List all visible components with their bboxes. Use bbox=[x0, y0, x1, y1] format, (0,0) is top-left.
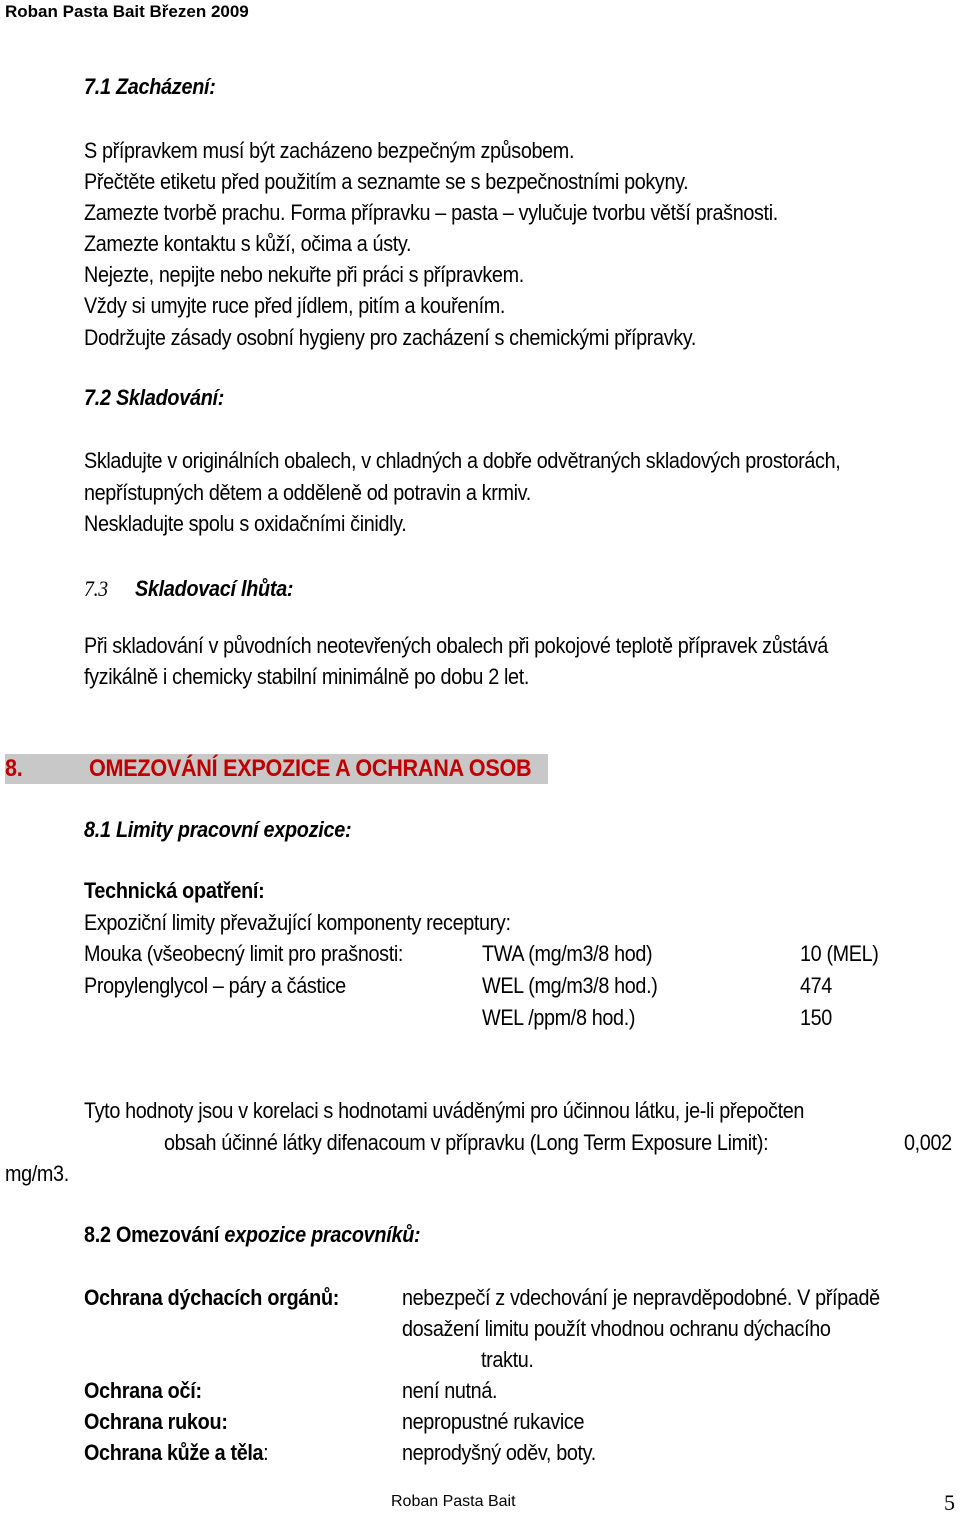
limit-row-name: Propylenglycol – páry a částice bbox=[84, 973, 346, 998]
section-8-title: OMEZOVÁNÍ EXPOZICE A OCHRANA OSOB bbox=[89, 755, 532, 782]
technical-measures-heading: Technická opatření: bbox=[84, 878, 265, 903]
page-number: 5 bbox=[944, 1490, 955, 1515]
section-7-3-title: Skladovací lhůta: bbox=[135, 576, 294, 601]
section-7-2-title: 7.2 Skladování: bbox=[84, 385, 225, 410]
limit-row-value: 474 bbox=[800, 973, 832, 998]
limit-row-value: 10 (MEL) bbox=[800, 941, 879, 966]
page-footer: Roban Pasta Bait bbox=[391, 1493, 516, 1510]
s71-line: Zamezte tvorbě prachu. Forma přípravku – pasta – vylučuje tvorbu větší prašnosti. bbox=[84, 200, 778, 225]
limit-row-unit: WEL /ppm/8 hod.) bbox=[482, 1005, 636, 1030]
section-8-number: 8. bbox=[5, 755, 23, 782]
s73-line: fyzikálně i chemicky stabilní minimálně po dobu 2 let. bbox=[84, 664, 529, 689]
respiratory-protection-text: nebezpečí z vdechování je nepravděpodobné. V případě bbox=[402, 1285, 880, 1310]
section-7-3-number: 7.3 bbox=[84, 576, 108, 601]
page-header: Roban Pasta Bait Březen 2009 bbox=[5, 2, 249, 21]
skin-protection-text: neprodyšný oděv, boty. bbox=[402, 1440, 596, 1465]
limit-row-unit: WEL (mg/m3/8 hod.) bbox=[482, 973, 658, 998]
section-8-2-title: 8.2 Omezování expozice pracovníků: bbox=[84, 1222, 421, 1247]
eye-protection-text: není nutná. bbox=[402, 1378, 498, 1403]
hand-protection-label: Ochrana rukou: bbox=[84, 1409, 228, 1434]
s71-line: Zamezte kontaktu s kůží, očima a ústy. bbox=[84, 231, 412, 256]
s71-line: Dodržujte zásady osobní hygieny pro zacházení s chemickými přípravky. bbox=[84, 325, 696, 350]
correlation-note-line2: obsah účinné látky difenacoum v přípravku (Long Term Exposure Limit): bbox=[164, 1130, 769, 1155]
s71-line: S přípravkem musí být zacházeno bezpečným způsobem. bbox=[84, 138, 575, 163]
s71-line: Nejezte, nepijte nebo nekuřte při práci s přípravkem. bbox=[84, 262, 524, 287]
s72-line: nepřístupných dětem a odděleně od potravin a krmiv. bbox=[84, 480, 531, 505]
s71-line: Vždy si umyjte ruce před jídlem, pitím a kouřením. bbox=[84, 293, 506, 318]
limit-row-value: 150 bbox=[800, 1005, 832, 1030]
hand-protection-text: nepropustné rukavice bbox=[402, 1409, 585, 1434]
s73-line: Při skladování v původních neotevřených obalech při pokojové teplotě přípravek zůstává bbox=[84, 633, 828, 658]
correlation-note-line1: Tyto hodnoty jsou v korelaci s hodnotami uváděnými pro účinnou látku, je-li přepočten bbox=[84, 1098, 805, 1123]
respiratory-protection-text: dosažení limitu použít vhodnou ochranu dýchacího bbox=[402, 1316, 831, 1341]
exposure-limits-intro: Expoziční limity převažující komponenty receptury: bbox=[84, 910, 511, 935]
limit-row-name: Mouka (všeobecný limit pro prašnosti: bbox=[84, 941, 404, 966]
skin-protection-label: Ochrana kůže a těla: bbox=[84, 1440, 269, 1465]
section-7-1-title: 7.1 Zacházení: bbox=[84, 74, 216, 99]
respiratory-protection-label: Ochrana dýchacích orgánů: bbox=[84, 1285, 340, 1310]
respiratory-protection-text: traktu. bbox=[481, 1347, 534, 1372]
s72-line: Skladujte v originálních obalech, v chladných a dobře odvětraných skladových prostorách, bbox=[84, 448, 841, 473]
section-8-1-title: 8.1 Limity pracovní expozice: bbox=[84, 817, 352, 842]
s71-line: Přečtěte etiketu před použitím a seznamte se s bezpečnostními pokyny. bbox=[84, 169, 689, 194]
limit-row-unit: TWA (mg/m3/8 hod) bbox=[482, 941, 653, 966]
eye-protection-label: Ochrana očí: bbox=[84, 1378, 202, 1403]
correlation-note-unit: mg/m3. bbox=[5, 1161, 69, 1186]
s72-line: Neskladujte spolu s oxidačními činidly. bbox=[84, 511, 407, 536]
correlation-note-value: 0,002 bbox=[904, 1130, 952, 1155]
